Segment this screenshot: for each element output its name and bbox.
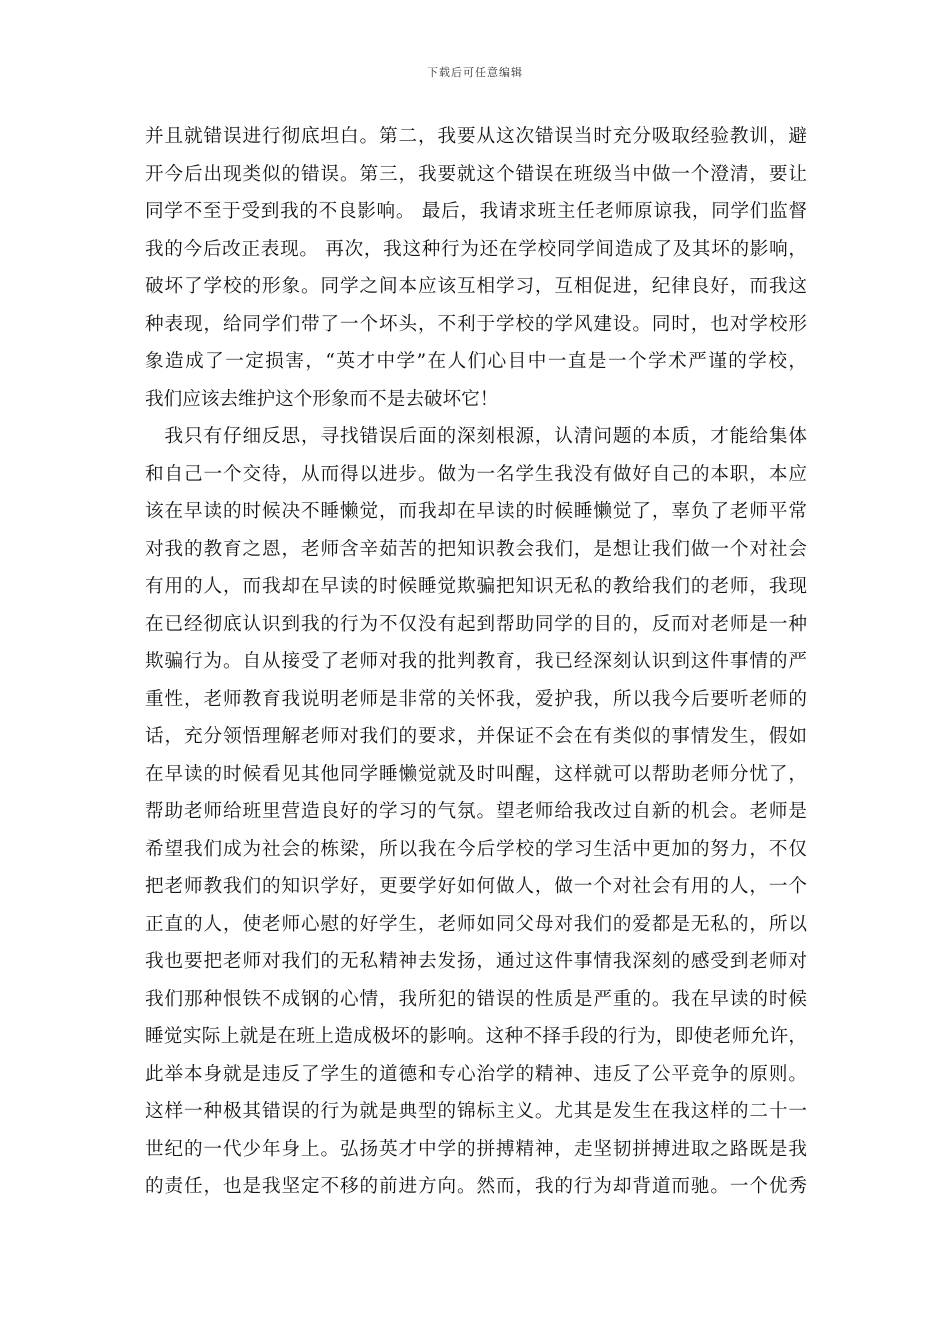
text-line: 有用的人，而我却在早读的时候睡觉欺骗把知识无私的教给我们的老师，我现: [145, 576, 807, 597]
text-line: 我也要把老师对我们的无私精神去发扬，通过这件事情我深刻的感受到老师对: [145, 951, 807, 972]
text-line: 此举本身就是违反了学生的道德和专心治学的精神、违反了公平竞争的原则。: [145, 1063, 807, 1085]
text-line: 并且就错误进行彻底坦白。第二，我要从这次错误当时充分吸取经验教训，避: [145, 126, 807, 147]
text-line: 我们那种恨铁不成钢的心情，我所犯的错误的性质是严重的。我在早读的时候: [145, 988, 807, 1010]
text-line: 希望我们成为社会的栋梁，所以我在今后学校的学习生活中更加的努力，不仅: [145, 838, 807, 860]
text-line: 这样一种极其错误的行为就是典型的锦标主义。尤其是发生在我这样的二十一: [145, 1101, 807, 1122]
text-line: 把老师教我们的知识学好，更要学好如何做人，做一个对社会有用的人，一个: [145, 876, 807, 897]
text-line: 该在早读的时候决不睡懒觉，而我却在早读的时候睡懒觉了，辜负了老师平常: [145, 501, 807, 522]
text-line: 话，充分领悟理解老师对我们的要求，并保证不会在有类似的事情发生，假如: [145, 726, 807, 747]
text-line: 在早读的时候看见其他同学睡懒觉就及时叫醒，这样就可以帮助老师分忧了，: [145, 763, 807, 785]
text-line: 象造成了一定损害，“英才中学”在人们心目中一直是一个学术严谨的学校，: [145, 351, 807, 372]
text-line: 正直的人，使老师心慰的好学生，老师如同父母对我们的爱都是无私的，所以: [145, 913, 807, 935]
text-line: 欺骗行为。自从接受了老师对我的批判教育，我已经深刻认识到这件事情的严: [145, 651, 807, 672]
text-line: 重性，老师教育我说明老师是非常的关怀我，爱护我，所以我今后要听老师的: [145, 688, 807, 710]
text-line: 破坏了学校的形象。同学之间本应该互相学习，互相促进，纪律良好，而我这: [145, 276, 807, 297]
paragraph-end-line: 我们应该去维护这个形象而不是去破坏它！: [145, 388, 499, 410]
text-line: 世纪的一代少年身上。弘扬英才中学的拼搏精神，走坚韧拼搏进取之路既是我: [145, 1138, 807, 1160]
text-line: 的责任，也是我坚定不移的前进方向。然而，我的行为却背道而驰。一个优秀: [145, 1176, 807, 1197]
document-body: [145, 118, 807, 1206]
text-line: 同学不至于受到我的不良影响。 最后，我请求班主任老师原谅我，同学们监督: [145, 201, 807, 222]
text-line: 和自己一个交待，从而得以进步。做为一名学生我没有做好自己的本职，本应: [145, 463, 807, 485]
text-line: 种表现，给同学们带了一个坏头，不利于学校的学风建设。同时，也对学校形: [145, 313, 807, 335]
text-line: 我的今后改正表现。 再次，我这种行为还在学校同学间造成了及其坏的影响，: [145, 238, 807, 260]
text-line: 在已经彻底认识到我的行为不仅没有起到帮助同学的目的，反而对老师是一种: [145, 613, 807, 635]
text-line: 对我的教育之恩，老师含辛茹苦的把知识教会我们，是想让我们做一个对社会: [145, 538, 807, 560]
text-line: 开今后出现类似的错误。第三，我要就这个错误在班级当中做一个澄清，要让: [145, 163, 807, 185]
text-line: 帮助老师给班里营造良好的学习的气氛。望老师给我改过自新的机会。老师是: [145, 801, 807, 822]
page-header: 下载后可任意编辑: [427, 66, 523, 79]
paragraph-start-line: 我只有仔细反思，寻找错误后面的深刻根源，认清问题的本质，才能给集体: [145, 426, 807, 447]
text-line: 睡觉实际上就是在班上造成极坏的影响。这种不择手段的行为，即使老师允许，: [145, 1026, 807, 1047]
